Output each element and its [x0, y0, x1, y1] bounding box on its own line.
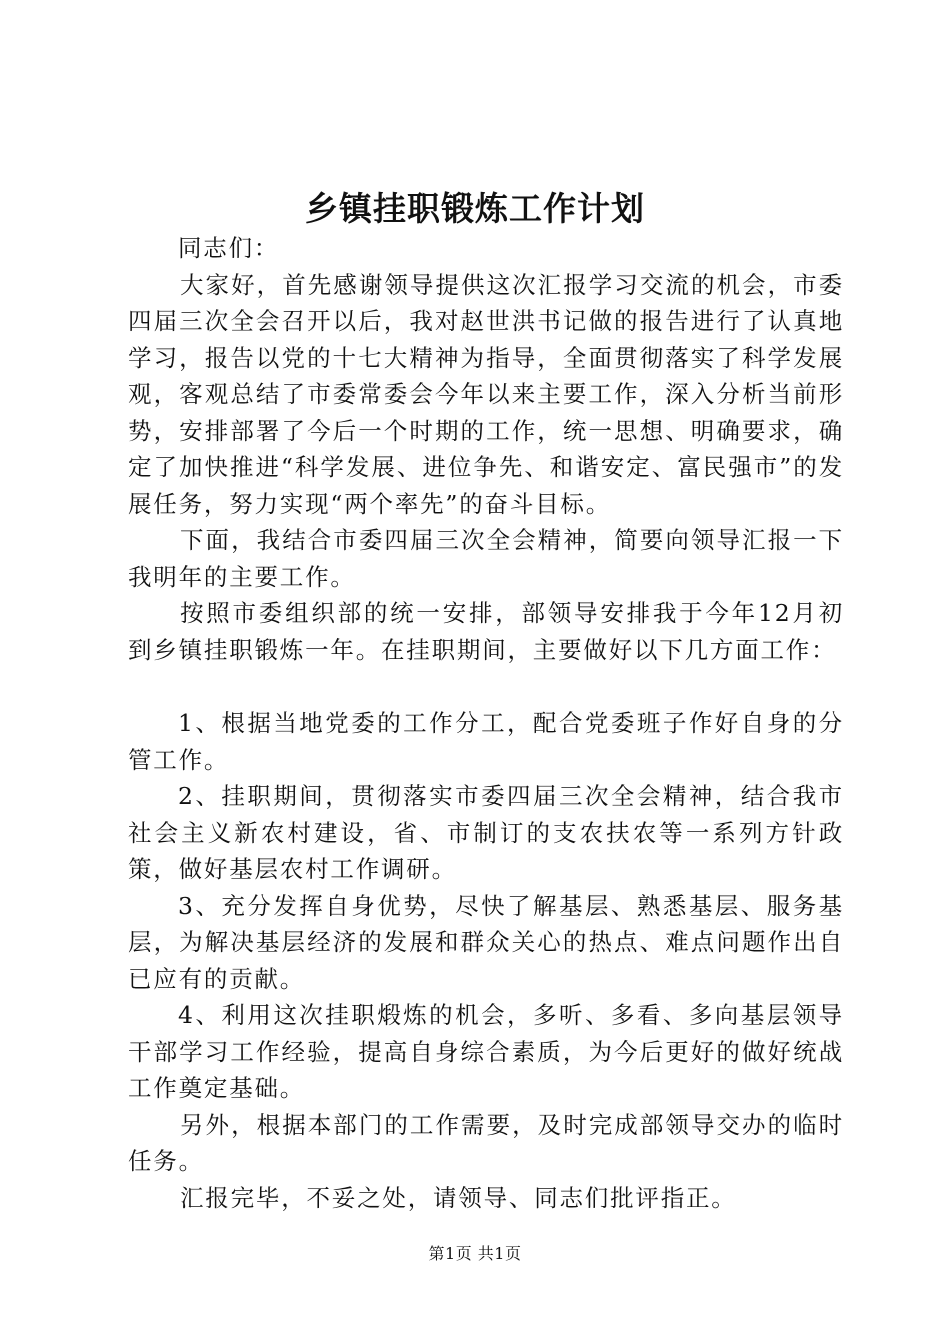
paragraph-intro: 大家好，首先感谢领导提供这次汇报学习交流的机会，市委四届三次全会召开以后，我对赵世洪书记做的报告进行了认真地学习，报告以党的十七大精神为指导，全面贯彻落实了科学发展观，客观总结了市委常委会今年以来主要工作，深入分析当前形势，安排部署了今后一个时期的工作，统一思想、明确要求，确定了加快推进“科学发展、进位争先、和谐安定、富民强市”的发展任务，努力实现“两个率先”的奋斗目标。: [128, 270, 844, 518]
paragraph-summary: 下面，我结合市委四届三次全会精神，简要向领导汇报一下我明年的主要工作。: [128, 526, 844, 591]
page-number-footer: 第1页 共1页: [428, 1244, 522, 1263]
document-title: 乡镇挂职锻炼工作计划: [305, 189, 645, 228]
paragraph-closing: 汇报完毕，不妥之处，请领导、同志们批评指正。: [180, 1183, 737, 1212]
paragraph-additional: 另外，根据本部门的工作需要，及时完成部领导交办的临时任务。: [128, 1110, 844, 1175]
list-item-4: 4、利用这次挂职煅炼的机会，多听、多看、多向基层领导干部学习工作经验，提高自身综合素质，为今后更好的做好统战工作奠定基础。: [128, 1001, 844, 1102]
list-item-1: 1、根据当地党委的工作分工，配合党委班子作好自身的分管工作。: [128, 709, 844, 774]
salutation: 同志们：: [178, 234, 280, 262]
list-item-3: 3、充分发挥自身优势，尽快了解基层、熟悉基层、服务基层，为解决基层经济的发展和群众关心的热点、难点问题作出自已应有的贡献。: [128, 891, 844, 993]
document-body: [128, 230, 844, 1216]
paragraph-spacer: [128, 668, 844, 705]
list-item-2: 2、挂职期间，贯彻落实市委四届三次全会精神，结合我市社会主义新农村建设，省、市制订的支农扶农等一系列方针政策，做好基层农村工作调研。: [128, 782, 844, 883]
paragraph-arrangement: 按照市委组织部的统一安排，部领导安排我于今年12月初到乡镇挂职锻炼一年。在挂职期间，主要做好以下几方面工作：: [128, 599, 844, 664]
